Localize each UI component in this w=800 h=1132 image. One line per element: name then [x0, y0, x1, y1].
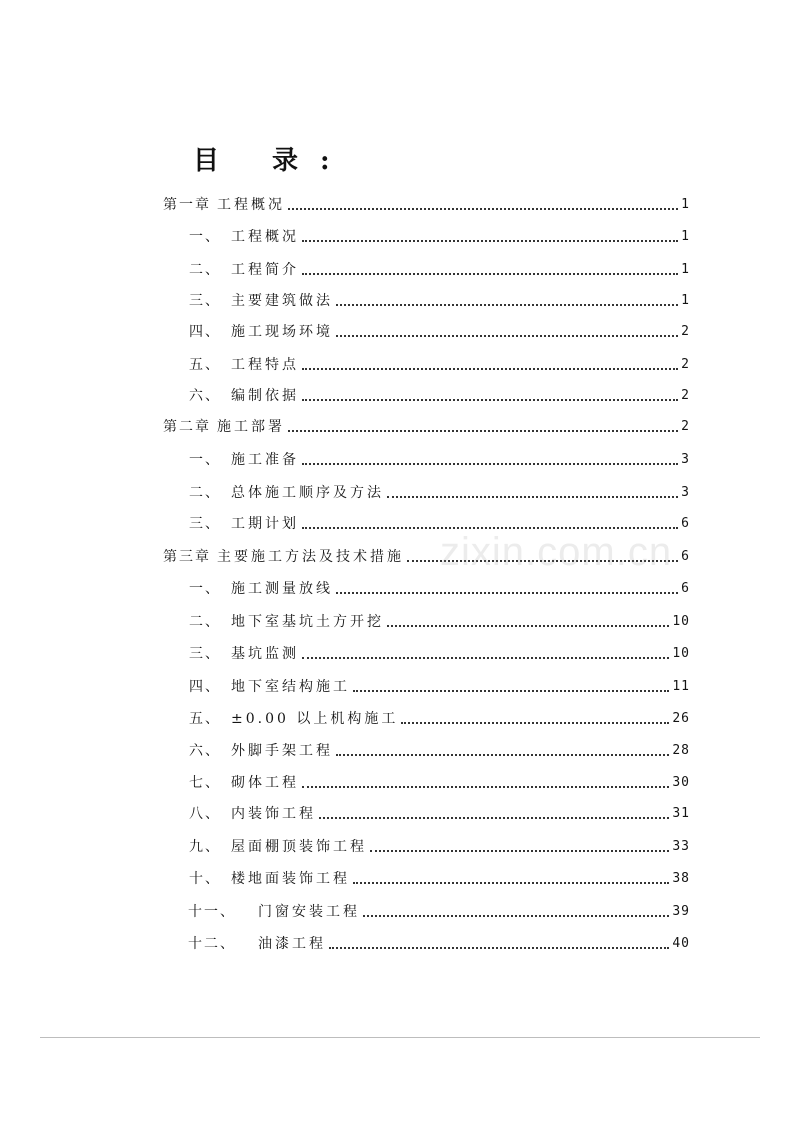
toc-entry-number: 二、: [189, 485, 221, 501]
toc-entry-title: 总体施工顺序及方法: [231, 485, 384, 501]
toc-entry-page-number: 10: [672, 646, 690, 661]
toc-entry-title: 门窗安装工程: [258, 904, 360, 920]
toc-entry-title: 砌体工程: [231, 775, 299, 791]
toc-entry-title: 基坑监测: [231, 646, 299, 662]
toc-dot-leader: [302, 785, 669, 788]
toc-entry-number: 第二章: [163, 419, 211, 435]
toc-entry-number: 第一章: [163, 197, 211, 213]
toc-entry-page-number: 3: [681, 485, 690, 500]
toc-entry-page-number: 40: [672, 936, 690, 951]
toc-entry-page-number: 1: [681, 197, 690, 212]
toc-dot-leader: [302, 398, 678, 401]
toc-entry-page-number: 33: [672, 839, 690, 854]
toc-section-row: [188, 900, 690, 922]
toc-entry-number: 二、: [189, 614, 221, 630]
toc-entry-number: 十二、: [188, 936, 236, 952]
toc-chapter-row: [163, 193, 690, 215]
toc-entry-title: 油漆工程: [258, 936, 326, 952]
toc-section-row: [189, 448, 690, 470]
toc-entry-title: ±0.00 以上机构施工: [231, 711, 399, 727]
toc-dot-leader: [288, 207, 678, 210]
toc-dot-leader: [329, 946, 669, 949]
toc-dot-leader: [302, 239, 678, 242]
toc-entry-title: 施工现场环境: [231, 324, 333, 340]
toc-entry-number: 五、: [189, 357, 221, 373]
toc-title: 目 录:: [193, 146, 352, 176]
toc-section-row: [189, 353, 690, 375]
toc-entry-number: 第三章: [163, 549, 211, 565]
toc-entry-title: 工期计划: [231, 516, 299, 532]
toc-entry-page-number: 1: [681, 293, 690, 308]
toc-entry-page-number: 6: [681, 581, 690, 596]
toc-section-row: [189, 675, 690, 697]
toc-entry-page-number: 3: [681, 452, 690, 467]
toc-entry-number: 七、: [189, 775, 221, 791]
toc-entry-number: 一、: [189, 581, 221, 597]
toc-dot-leader: [336, 334, 678, 337]
toc-entry-page-number: 28: [672, 743, 690, 758]
toc-entry-page-number: 2: [681, 419, 690, 434]
watermark: zixin.com.cn: [440, 530, 673, 574]
toc-entry-page-number: 31: [672, 806, 690, 821]
toc-entry-number: 十一、: [188, 904, 236, 920]
toc-entry-number: 六、: [189, 743, 221, 759]
toc-dot-leader: [336, 753, 669, 756]
toc-dot-leader: [401, 721, 669, 724]
toc-section-row: [188, 932, 690, 954]
toc-entry-title: 施工部署: [217, 419, 285, 435]
toc-entry-title: 施工测量放线: [231, 581, 333, 597]
toc-entry-page-number: 38: [672, 871, 690, 886]
toc-chapter-row: [163, 415, 690, 437]
toc-dot-leader: [370, 849, 669, 852]
toc-section-row: [189, 867, 690, 889]
toc-dot-leader: [387, 495, 678, 498]
toc-entry-title: 工程特点: [231, 357, 299, 373]
toc-section-row: [189, 610, 690, 632]
toc-entry-page-number: 39: [672, 904, 690, 919]
toc-dot-leader: [302, 367, 678, 370]
toc-dot-leader: [353, 689, 669, 692]
toc-dot-leader: [319, 816, 669, 819]
toc-section-row: [189, 642, 690, 664]
toc-section-row: [189, 835, 690, 857]
toc-dot-leader: [302, 272, 678, 275]
toc-dot-leader: [302, 462, 678, 465]
toc-entry-title: 外脚手架工程: [231, 743, 333, 759]
toc-section-row: [189, 707, 690, 729]
toc-entry-page-number: 2: [681, 324, 690, 339]
toc-entry-title: 编制依据: [231, 388, 299, 404]
toc-dot-leader: [387, 624, 669, 627]
toc-section-row: [189, 481, 690, 503]
toc-entry-title: 施工准备: [231, 452, 299, 468]
toc-entry-number: 八、: [189, 806, 221, 822]
toc-entry-page-number: 26: [672, 711, 690, 726]
toc-entry-title: 工程概况: [231, 229, 299, 245]
toc-dot-leader: [302, 656, 669, 659]
toc-dot-leader: [336, 303, 678, 306]
toc-entry-number: 二、: [189, 262, 221, 278]
toc-entry-number: 九、: [189, 839, 221, 855]
toc-section-row: [189, 802, 690, 824]
toc-section-row: [189, 577, 690, 599]
toc-entry-number: 三、: [189, 646, 221, 662]
toc-entry-page-number: 6: [681, 516, 690, 531]
toc-entry-page-number: 10: [672, 614, 690, 629]
toc-entry-number: 四、: [189, 324, 221, 340]
toc-entry-title: 主要施工方法及技术措施: [217, 549, 404, 565]
toc-entry-page-number: 2: [681, 357, 690, 372]
toc-section-row: [189, 320, 690, 342]
toc-section-row: [189, 739, 690, 761]
toc-entry-page-number: 6: [681, 549, 690, 564]
toc-section-row: [189, 384, 690, 406]
toc-entry-title: 屋面棚顶装饰工程: [231, 839, 367, 855]
toc-dot-leader: [363, 914, 669, 917]
toc-entry-number: 五、: [189, 711, 221, 727]
toc-entry-page-number: 1: [681, 262, 690, 277]
toc-entry-number: 一、: [189, 229, 221, 245]
toc-entry-title: 工程概况: [217, 197, 285, 213]
toc-entry-title: 地下室结构施工: [231, 679, 350, 695]
toc-section-row: [189, 258, 690, 280]
toc-entry-number: 六、: [189, 388, 221, 404]
toc-entry-title: 楼地面装饰工程: [231, 871, 350, 887]
toc-entry-number: 一、: [189, 452, 221, 468]
toc-section-row: [189, 225, 690, 247]
toc-entry-page-number: 30: [672, 775, 690, 790]
toc-entry-page-number: 1: [681, 229, 690, 244]
toc-entry-title: 主要建筑做法: [231, 293, 333, 309]
toc-dot-leader: [302, 526, 678, 529]
toc-entry-number: 三、: [189, 293, 221, 309]
toc-dot-leader: [288, 429, 678, 432]
toc-dot-leader: [336, 591, 678, 594]
toc-entry-title: 内装饰工程: [231, 806, 316, 822]
toc-section-row: [189, 289, 690, 311]
toc-entry-title: 地下室基坑土方开挖: [231, 614, 384, 630]
toc-entry-number: 四、: [189, 679, 221, 695]
toc-entry-page-number: 11: [672, 679, 690, 694]
toc-dot-leader: [353, 881, 669, 884]
toc-entry-number: 十、: [189, 871, 221, 887]
footer-divider: [40, 1037, 760, 1038]
toc-entry-page-number: 2: [681, 388, 690, 403]
toc-entry-number: 三、: [189, 516, 221, 532]
toc-entry-title: 工程简介: [231, 262, 299, 278]
toc-section-row: [189, 771, 690, 793]
